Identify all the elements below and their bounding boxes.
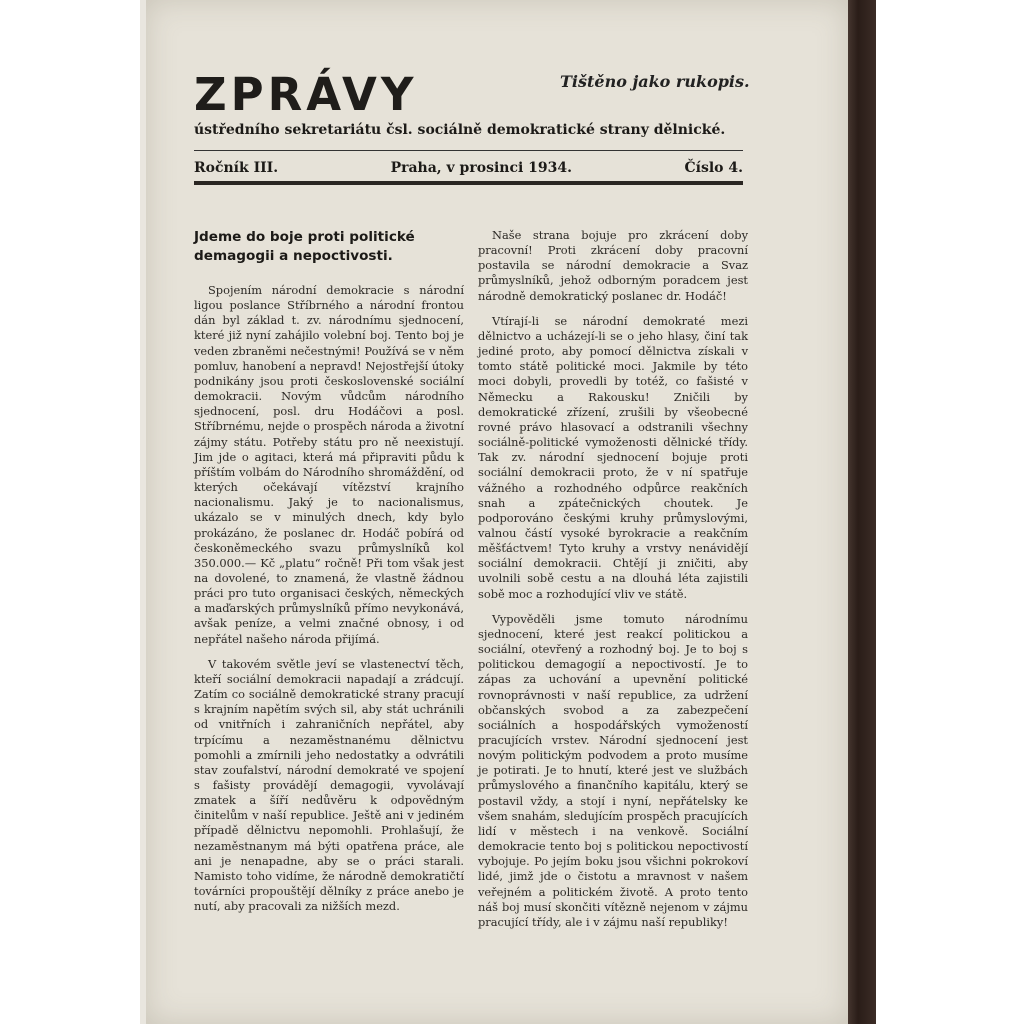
article-column-left xyxy=(194,228,464,924)
masthead-rule-thin xyxy=(194,150,743,151)
masthead-title: ZPRÁVY xyxy=(194,68,418,121)
article-paragraph: V takovém světle jeví se vlastenectví těch, kteří sociální demokracii napadají a zrádcují. Zatím co sociálně demokratické strany pracují s krajním napětím svých sil, aby stát uchránili od vnitřních i zahraničních nepřátel, aby trpícímu a nezaměstnanému dělnictvu pomohli a zmírnili jeho nedostatky a odvrátili stav zoufalství, národní demokraté ve spojení s fašisty provádějí demagogii, vyvolávají zmatek a šíří nedůvěru k odpovědným činitelům v naší republice. Ještě ani v jediném případě dělnictvu nepomohli. Prohlašují, že nezaměstnanym má býti opatřena práce, ale ani je nenapadne, aby se o práci starali. Namisto toho vidíme, že národně demokratičtí továrníci propouštějí dělníky z práce anebo je nutí, aby pracovali za nižších mezd. xyxy=(194,656,464,914)
masthead-tagline: Tištěno jako rukopis. xyxy=(560,72,750,91)
masthead-rule-thick xyxy=(194,181,743,185)
newspaper-page xyxy=(146,0,848,1024)
article-paragraph: Naše strana bojuje pro zkrácení doby pracovní! Proti zkrácení doby pracovní postavila se národní demokracie a Svaz průmyslníků, jehož odborným poradcem jest národně demokratický poslanec dr. Hodáč! xyxy=(478,228,748,303)
issue-label: Číslo 4. xyxy=(684,160,743,176)
volume-label: Ročník III. xyxy=(194,160,279,176)
masthead-info-row xyxy=(194,160,743,176)
masthead-subtitle: ústředního sekretariátu čsl. sociálně demokratické strany dělnické. xyxy=(194,122,726,138)
article-heading: Jdeme do boje proti politické demagogii a nepoctivosti. xyxy=(194,229,415,264)
article-paragraph: Vtírají-li se národní demokraté mezi dělnictvo a ucházejí-li se o jeho hlasy, činí tak jediné proto, aby pomocí dělnictva získali v tomto státě politické moci. Jakmile by této moci dobyli, provedli by totéž, co fašisté v Německu a Rakousku! Zničili by demokratické zřízení, zrušili by všeobecné rovné právo hlasovací a odstranili všechny sociálně-politické vymoženosti dělnické třídy. Tak zv. národní sjednocení bojuje proti sociální demokracii proto, že v ní spatřuje vážného a rozhodného odpůrce reakčních snah a zpátečnických choutek. Je podporováno českými kruhy průmyslovými, valnou částí vysoké byrokracie a reakčním měšťáctvem! Tyto kruhy a vrstvy nenávidějí sociální demokracii. Chtějí ji zničiti, aby uvolnili sobě cestu a na dlouhá léta zajistili sobě moc a rozhodující vliv ve státě. xyxy=(478,313,748,601)
place-date-label: Praha, v prosinci 1934. xyxy=(390,160,572,176)
article-paragraph: Vypověděli jsme tomuto národnímu sjednocení, které jest reakcí politickou a sociální, otevřený a rozhodný boj. Je to boj s politickou demagogií a nepoctivostí. Je to zápas za uchování a upevnění politické rovnoprávnosti v naší republice, za udržení občanských svobod a za zabezpečení sociálních a hospodářských vymožeností pracujících vrstev. Národní sjednocení jest novým politickým podvodem a proto musíme je potirati. Je to hnutí, které jest ve službách průmyslového a finančního kapitálu, který se postavil vždy, a stojí i nyní, nepřátelsky ke všem snahám, sledujícím prospěch pracujících lidí v městech i na venkově. Sociální demokracie tento boj s politickou nepoctivostí vybojuje. Po jejím boku jsou všichni pokrokoví lidé, jimž jde o čistotu a mravnost v našem veřejném a politickém životě. A proto tento náš boj musí skončiti vítězně nejenom v zájmu pracující třídy, ale i v zájmu naší republiky! xyxy=(478,611,748,929)
dark-background-strip xyxy=(846,0,876,1024)
article-paragraph: Spojením národní demokracie s národní ligou poslance Stříbrného a národní frontou dán byl základ t. zv. národnímu sjednocení, které již nyní zahájilo volební boj. Tento boj je veden zbraněmi nečestnými! Používá se v něm pomluv, hanobení a nepravd! Nejostřejší útoky podnikány jsou proti československé sociální demokracii. Novým vůdcům národního sjednocení, posl. dru Hodáčovi a posl. Stříbrnému, nejde o prospěch národa a životní zájmy státu. Potřeby státu pro ně neexistují. Jim jde o agitaci, která má připraviti půdu k příštím volbám do Národního shromáždění, od kterých očekávají vítězství krajního nacionalismu. Jaký je to nacionalismus, ukázalo se v minulých dnech, kdy bylo prokázáno, že poslanec dr. Hodáč pobírá od českoněmeckého svazu průmyslníků kol 350.000.— Kč „platu“ ročně! Při tom však jest na dovolené, to znamená, že vlastně žádnou práci pro tuto organisaci českých, německých a maďarských průmyslníků přímo nevykonává, avšak peníze, a velmi značné obnosy, i od nepřátel našeho národa přijímá. xyxy=(194,283,464,646)
article-column-right xyxy=(478,228,748,940)
